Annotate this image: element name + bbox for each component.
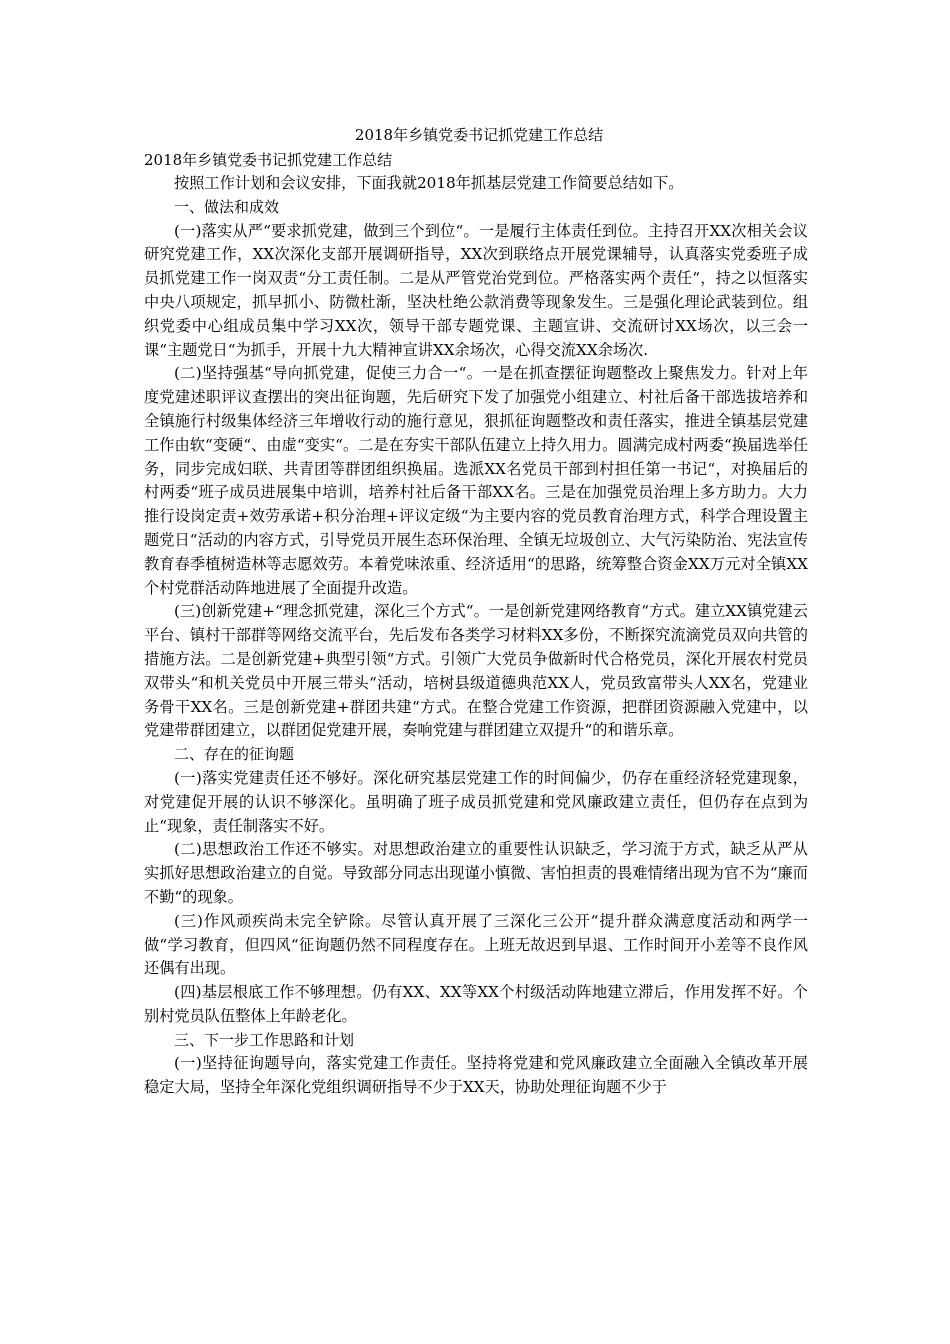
intro-paragraph: 按照工作计划和会议安排，下面我就2018年抓基层党建工作简要总结如下。 — [174, 174, 684, 192]
section3-heading: 三、下一步工作思路和计划 — [174, 1030, 355, 1049]
section2-paragraph-2: (二)思想政治工作还不够实。对思想政治建立的重要性认识缺乏，学习流于方式，缺乏从严从实抓好思想政治建立的自觉。导致部分同志出现谨小慎微、害怕担责的畏难情绪出现为官不为“廉而不勤“的现象。 — [144, 840, 808, 906]
section2-heading: 二、存在的征询题 — [174, 745, 295, 764]
document-title: 2018年乡镇党委书记抓党建工作总结 — [354, 126, 604, 144]
section1-paragraph-1: (一)落实从严“要求抓党建，做到三个到位“。一是履行主体责任到位。主持召开XX次相关会议研究党建工作，XX次深化支部开展调研指导，XX次到联络点开展党课辅导，认真落实党委班子成员抓党建工作一岗双责“分工责任制。二是从严管党治党到位。严格落实两个责任“，持之以恒落实中央八项规定，抓早抓小、防微杜渐，坚决杜绝公款消费等现象发生。三是强化理论武装到位。组织党委中心组成员集中学习XX次，领导干部专题党课、主题宣讲、交流研讨XX场次，以三会一课“主题党日“为抓手，开展十九大精神宣讲XX余场次，心得交流XX余场次. — [144, 221, 808, 359]
section1-paragraph-3: (三)创新党建+“理念抓党建，深化三个方式“。一是创新党建网络教育“方式。建立XX镇党建云平台、镇村干部群等网络交流平台，先后发布各类学习材料XX多份，不断探究流滴党员双向共管的措施方法。二是创新党建+典型引领“方式。引领广大党员争做新时代合格党员，深化开展农村党员双带头“和机关党员中开展三带头“活动，培树县级道德典范XX人，党员致富带头人XX名，党建业务骨干XX名。三是创新党建+群团共建“方式。在整合党建工作资源，把群团资源融入党建中，以党建带群团建立，以群团促党建开展，奏响党建与群团建立双提升“的和谐乐章。 — [144, 602, 808, 740]
section2-paragraph-1: (一)落实党建责任还不够好。深化研究基层党建工作的时间偏少，仍存在重经济轻党建现象，对党建促开展的认识不够深化。虽明确了班子成员抓党建和党风廉政建立责任，但仍存在点到为止“现象，责任制落实不好。 — [144, 768, 808, 835]
section2-paragraph-3: (三)作风顽疾尚未完全铲除。尽管认真开展了三深化三公开“提升群众满意度活动和两学一做“学习教育，但四风“征询题仍然不同程度存在。上班无故迟到早退、工作时间开小差等不良作风还偶有出现。 — [144, 911, 808, 978]
document-subtitle: 2018年乡镇党委书记抓党建工作总结 — [144, 151, 393, 169]
section2-paragraph-4: (四)基层根底工作不够理想。仍有XX、XX等XX个村级活动阵地建立滞后，作用发挥不好。个别村党员队伍整体上年龄老化。 — [144, 983, 808, 1025]
section1-paragraph-2: (二)坚持强基“导向抓党建，促使三力合一“。一是在抓查摆征询题整改上聚焦发力。针对上年度党建述职评议查摆出的突出征询题，先后研究下发了加强党小组建立、村社后备干部选拔培养和全镇施行村级集体经济三年增收行动的施行意见，狠抓征询题整改和责任落实，推进全镇基层党建工作由软“变硬“、由虚“变实“。二是在夯实干部队伍建立上持久用力。圆满完成村两委“换届选举任务，同步完成妇联、共青团等群团组织换届。选派XX名党员干部到村担任第一书记“，对换届后的村两委“班子成员进展集中培训，培养村社后备干部XX名。三是在加强党员治理上多方助力。大力推行设岗定责+效劳承诺+积分治理+评议定级“为主要内容的党员教育治理方式，科学合理设置主题党日“活动的内容方式，引导党员开展生态环保治理、全镇无垃圾创立、大气污染防治、宪法宣传教育春季植树造林等志愿效劳。本着党味浓重、经济适用“的思路，统筹整合资金XX万元对全镇XX个村党群活动阵地进展了全面提升改造。 — [144, 364, 808, 597]
section1-heading: 一、做法和成效 — [174, 197, 280, 216]
section3-paragraph-1: (一)坚持征询题导向，落实党建工作责任。坚持将党建和党风廉政建立全面融入全镇改革开展稳定大局，坚持全年深化党组织调研指导不少于XX天，协助处理征询题不少于 — [144, 1054, 808, 1097]
